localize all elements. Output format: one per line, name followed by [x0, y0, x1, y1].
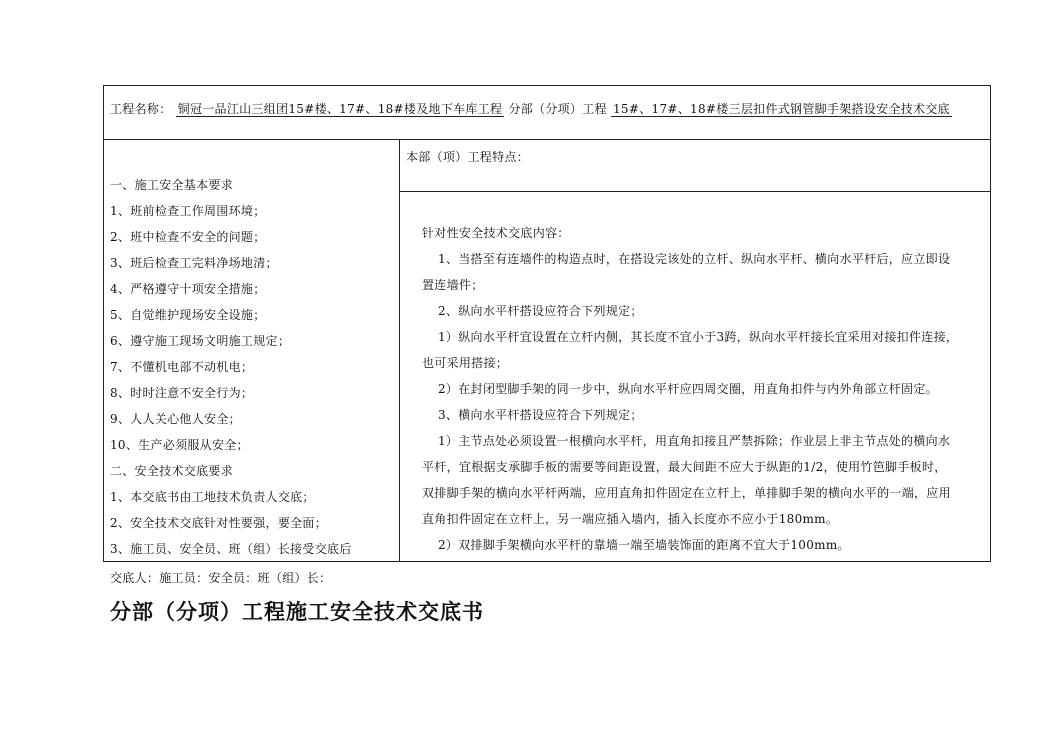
content-line: 1）主节点处必须设置一根横向水平杆，用直角扣接且严禁拆除；作业层上非主节点处的横向水 [438, 434, 951, 448]
features-cell [400, 140, 990, 192]
project-label: 工程名称： [110, 102, 172, 116]
content-line: 2）在封闭型脚手架的同一步中，纵向水平杆应四周交圈，用直角扣件与内外角部立杆固定。 [438, 382, 938, 396]
requirement-line: 9、人人关心他人安全； [110, 412, 241, 426]
content-line: 直角扣件固定在立杆上，另一端应插入墙内，插入长度亦不应小于180mm。 [422, 512, 839, 526]
requirement-line: 1、本交底书由工地技术负责人交底； [110, 490, 315, 504]
content-line: 1）纵向水平杆宜设置在立杆内侧，其长度不宜小于3跨，纵向水平杆接长宜采用对接扣件连接， [438, 330, 959, 344]
requirement-line: 二、安全技术交底要求 [110, 464, 234, 478]
requirement-line: 5、自觉维护现场安全设施； [110, 308, 266, 322]
header-row [104, 86, 990, 140]
project-name: 铜冠一品江山三组团15#楼、17#、18#楼及地下车库工程 [177, 102, 503, 116]
content-line: 2）双排脚手架横向水平杆的靠墙一端至墙装饰面的距离不宜大于100mm。 [438, 538, 850, 552]
content-line: 双排脚手架的横向水平杆两端，应用直角扣件固定在立杆上，单排脚手架的横向水平的一端，应用 [422, 486, 951, 500]
requirement-line: 1、班前检查工作周围环境； [110, 204, 266, 218]
document-title: 分部（分项）工程施工安全技术交底书 [110, 600, 484, 624]
content-line: 置连墙件； [422, 278, 484, 292]
signature-line: 交底人：施工员：安全员：班（组）长： [110, 571, 332, 585]
requirement-line: 2、班中检查不安全的问题； [110, 230, 266, 244]
header-line [110, 100, 952, 117]
content-line: 平杆，宜根据支承脚手板的需要等间距设置，最大间距不应大于纵距的1/2，使用竹笆脚手板时， [422, 460, 947, 474]
requirement-line: 3、班后检查工完料净场地清； [110, 256, 278, 270]
requirement-line: 4、严格遵守十项安全措施； [110, 282, 266, 296]
features-label: 本部（项）工程特点： [406, 150, 530, 164]
requirement-line: 10、生产必须服从安全； [110, 438, 249, 452]
disclosure-table [103, 85, 991, 562]
subitem-label: 分部（分项）工程 [508, 102, 607, 116]
content-line: 3、横向水平杆搭设应符合下列规定； [438, 408, 643, 422]
requirement-line: 6、遵守施工现场文明施工规定； [110, 334, 291, 348]
requirements-column [104, 140, 400, 561]
content-line: 2、纵向水平杆搭设应符合下列规定； [438, 304, 643, 318]
subitem-name: 15#、17#、18#楼三层扣件式钢管脚手架搭设安全技术交底 [612, 102, 950, 116]
requirement-line: 8、时时注意不安全行为； [110, 386, 254, 400]
requirement-line: 一、施工安全基本要求 [110, 178, 234, 192]
requirement-line: 3、施工员、安全员、班（组）长接受交底后 [110, 542, 352, 556]
content-line: 也可采用搭接； [422, 356, 509, 370]
content-cell [400, 192, 990, 561]
content-line: 1、当搭至有连墙件的构造点时，在搭设完该处的立杆、纵向水平杆、横向水平杆后，应立即设 [438, 252, 951, 266]
requirement-line: 7、不懂机电部不动机电； [110, 360, 254, 374]
requirement-line: 2、安全技术交底针对性要强，要全面； [110, 516, 328, 530]
content-line: 针对性安全技术交底内容： [422, 226, 570, 240]
